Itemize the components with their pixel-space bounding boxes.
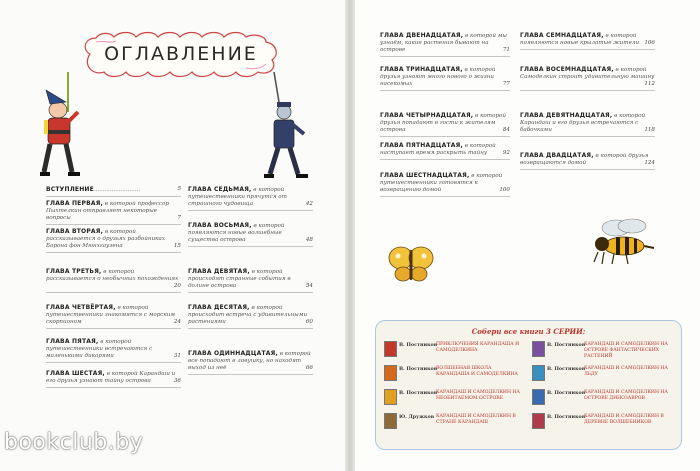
toc-entry[interactable]: ГЛАВА ШЕСТАЯ, в которой Карандаш и его друзья узнают тайну острова 36 (46, 370, 181, 388)
toc-entry[interactable]: ГЛАВА ОДИННАДЦАТАЯ, в которой все попадают в ловушку, но находят выход из неё 66 (188, 350, 313, 375)
toc-entry[interactable]: ГЛАВА ДВЕНАДЦАТАЯ, в которой мы узнаём, какие растения бывают на острове 71 (380, 32, 510, 57)
pencil-character-icon (38, 72, 88, 182)
book-cover (384, 389, 397, 405)
toc-entry[interactable]: ГЛАВА ДЕВЯТНАДЦАТАЯ, в которой Карандаш и его друзья встречаются с бабочками 118 (520, 112, 655, 137)
toc-entry[interactable]: ГЛАВА ЧЕТЫРНАДЦАТАЯ, в которой друзья попадают в гости к жителям острова 84 (380, 112, 510, 137)
book-item[interactable]: В. Постников КАРАНДАШ И САМОДЕЛКИН НА ОСТРОВЕ ДИНОЗАВРОВ (532, 389, 672, 405)
book-item[interactable]: В. Постников ПРИКЛЮЧЕНИЯ КАРАНДАША И САМОДЕЛКИНА (384, 341, 524, 357)
title-banner (76, 28, 286, 80)
samodelkin-character-icon (262, 72, 310, 182)
toc-entry[interactable]: ГЛАВА ВТОРАЯ, в которой рассказывается о друзьях разбойниках Барона фон Мюнхгаузена 15 (46, 228, 181, 253)
toc-entry[interactable]: ГЛАВА ВОСЕМНАДЦАТАЯ, в которой Самоделкин строит удивительную машину 112 (520, 66, 655, 91)
book-cover (532, 341, 545, 357)
toc-entry[interactable]: ГЛАВА ДВАДЦАТАЯ, в которой друзья возвращаются домой 124 (520, 152, 655, 170)
toc-entry[interactable]: ГЛАВА ВОСЬМАЯ, в которой появляются новые волшебные существа острова 48 (188, 222, 313, 247)
toc-entry[interactable]: ГЛАВА ПЯТНАДЦАТАЯ, в которой наступает время раскрыть тайну 92 (380, 142, 510, 160)
book-item[interactable]: В. Постников КАРАНДАШ И САМОДЕЛКИН НА ОСТРОВЕ ФАНТАСТИЧЕСКИХ РАСТЕНИЙ (532, 341, 672, 357)
toc-entry[interactable]: ГЛАВА ДЕВЯТАЯ, в которой происходят странные события в долине острова 54 (188, 268, 313, 293)
book-cover (532, 413, 545, 429)
toc-entry[interactable]: ГЛАВА ТРИНАДЦАТАЯ, в которой друзья узнают много нового о жизни насекомых 77 (380, 66, 510, 91)
toc-entry[interactable]: ГЛАВА ПЯТАЯ, в которой путешественники встречаются с маленькими дикарями 31 (46, 338, 181, 363)
toc-entry[interactable]: ГЛАВА ПЕРВАЯ, в которой профессор Пыхтелкин отправляет некоторые вопросы 7 (46, 200, 181, 225)
toc-entry[interactable]: ГЛАВА ДЕСЯТАЯ, в которой происходит встреча с удивительными растениями 60 (188, 304, 313, 329)
toc-entry[interactable]: ГЛАВА ЧЕТВЁРТАЯ, в которой путешественники знакомятся с морским скорпионом 24 (46, 304, 181, 329)
book-cover (384, 365, 397, 381)
series-promo-box (375, 320, 682, 450)
toc-entry[interactable]: ГЛАВА СЕДЬМАЯ, в которой путешественники прячутся от страшного чудовища 42 (188, 186, 313, 211)
book-cover (532, 365, 545, 381)
book-item[interactable]: В. Постников КАРАНДАШ И САМОДЕЛКИН НА ЛЬДУ (532, 365, 672, 381)
book-cover (384, 341, 397, 357)
page-title: ОГЛАВЛЕНИЕ (104, 43, 258, 65)
toc-entry[interactable]: ГЛАВА ШЕСТНАДЦАТАЯ, в которой путешественники готовятся к возвращению домой 100 (380, 172, 510, 197)
book-cover (384, 413, 397, 429)
butterfly-icon (388, 244, 434, 284)
book-item[interactable]: Ю. Дружков КАРАНДАШ И САМОДЕЛКИН В СТРАНЕ КАРАНДАШ (384, 413, 524, 429)
book-item[interactable]: В. Постников КАРАНДАШ И САМОДЕЛКИН В ДЕРЕВНЕ ВОЛШЕБНИКОВ (532, 413, 672, 429)
toc-entry[interactable]: ГЛАВА СЕМНАДЦАТАЯ, в которой появляются новые крылатые жители 106 (520, 32, 655, 50)
promo-heading: Собери все книги 3 СЕРИИ: (471, 327, 586, 336)
book-cover (532, 389, 545, 405)
watermark: bookclub.by (4, 430, 144, 455)
book-gutter (345, 0, 355, 471)
wasp-icon (592, 218, 658, 266)
toc-entry[interactable]: ГЛАВА ТРЕТЬЯ, в которой рассказывается о необычных похождениях 20 (46, 268, 181, 293)
book-item[interactable]: В. Постников КАРАНДАШ И САМОДЕЛКИН НА НЕОБИТАЕМОМ ОСТРОВЕ (384, 389, 524, 405)
book-item[interactable]: В. Постников ВОЛШЕБНАЯ ШКОЛА КАРАНДАША И САМОДЕЛКИНА (384, 365, 524, 381)
toc-entry[interactable]: ВСТУПЛЕНИЕ.......................... 5 (46, 186, 181, 197)
